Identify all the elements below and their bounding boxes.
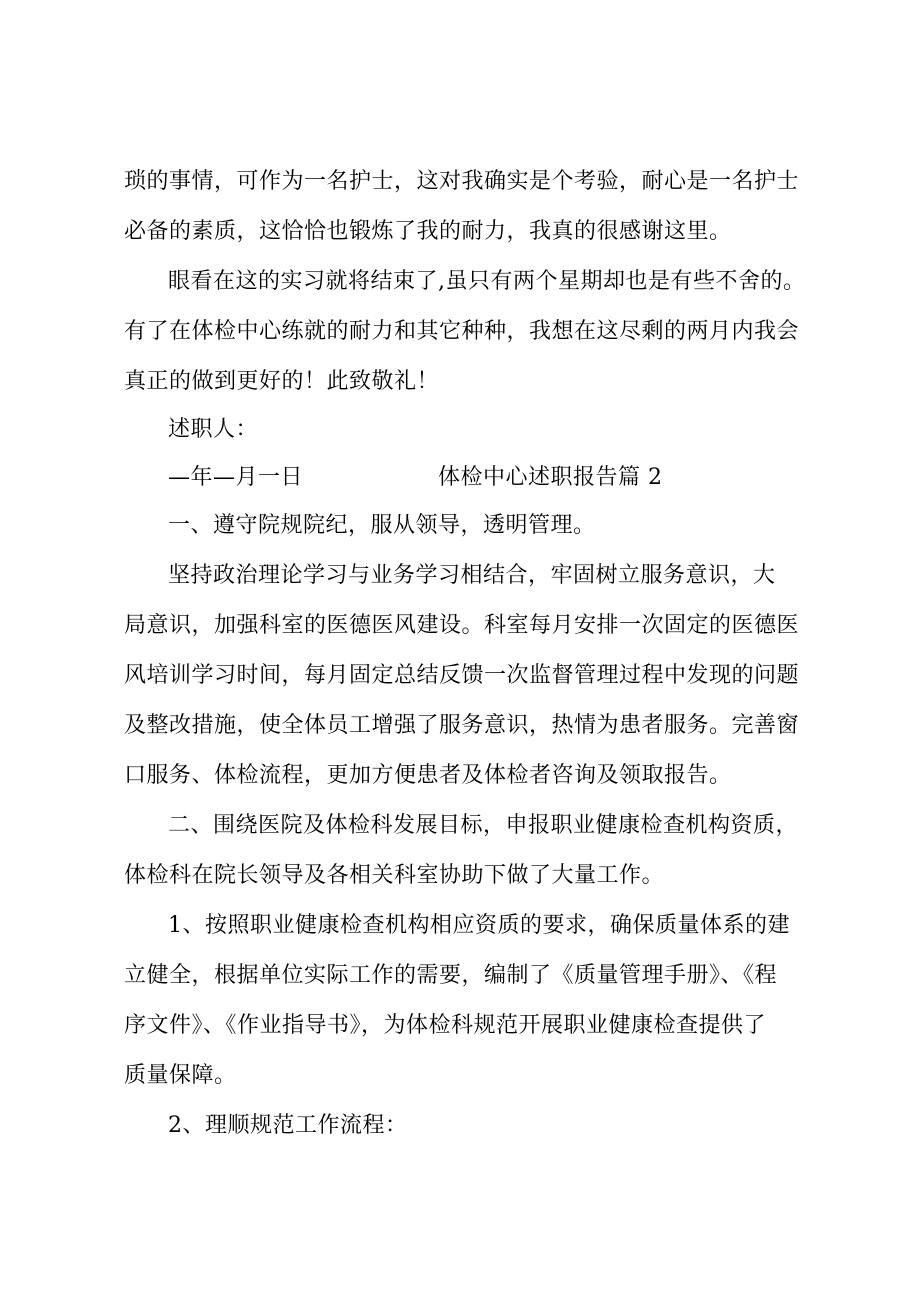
paragraph-line: 及整改措施，使全体员工增强了服务意识，热情为患者服务。完善窗 xyxy=(124,713,800,738)
paragraph-line: 琐的事情，可作为一名护士，这对我确实是个考验，耐心是一名护士 xyxy=(124,169,800,194)
paragraph-line: 局意识，加强科室的医德医风建设。科室每月安排一次固定的医德医 xyxy=(124,613,800,638)
list-item: 1、按照职业健康检查机构相应资质的要求，确保质量体系的建 xyxy=(168,913,790,938)
signature-label: 述职人： xyxy=(168,417,259,442)
date-line: —年—月一日 xyxy=(168,465,304,490)
paragraph-line: 必备的素质，这恰恰也锻炼了我的耐力，我真的很感谢这里。 xyxy=(124,219,732,244)
section-heading: 一、遵守院规院纪，服从领导，透明管理。 xyxy=(168,513,596,538)
paragraph-line: 真正的做到更好的！此致敬礼！ xyxy=(124,369,440,394)
paragraph-line: 序文件》、《作业指导书》，为体检科规范开展职业健康检查提供了 xyxy=(124,1013,767,1038)
paragraph-line: 立健全，根据单位实际工作的需要，编制了《质量管理手册》、《程 xyxy=(124,963,778,988)
paragraph-line: 坚持政治理论学习与业务学习相结合，牢固树立服务意识，大 xyxy=(168,563,776,588)
section-title: 体检中心述职报告篇 2 xyxy=(438,465,663,490)
paragraph-line: 有了在体检中心练就的耐力和其它种种，我想在这尽剩的两月内我会 xyxy=(124,319,800,344)
paragraph-line: 眼看在这的实习就将结束了,虽只有两个星期却也是有些不舍的。 xyxy=(168,269,806,294)
list-item: 2、理顺规范工作流程： xyxy=(168,1113,408,1138)
paragraph-line: 质量保障。 xyxy=(124,1063,237,1088)
paragraph-line: 体检科在院长领导及各相关科室协助下做了大量工作。 xyxy=(124,863,665,888)
paragraph-line: 口服务、体检流程，更加方便患者及体检者咨询及领取报告。 xyxy=(124,763,732,788)
section-heading: 二、围绕医院及体检科发展目标，申报职业健康检查机构资质， xyxy=(168,813,799,838)
paragraph-line: 风培训学习时间，每月固定总结反馈一次监督管理过程中发现的问题 xyxy=(124,663,800,688)
